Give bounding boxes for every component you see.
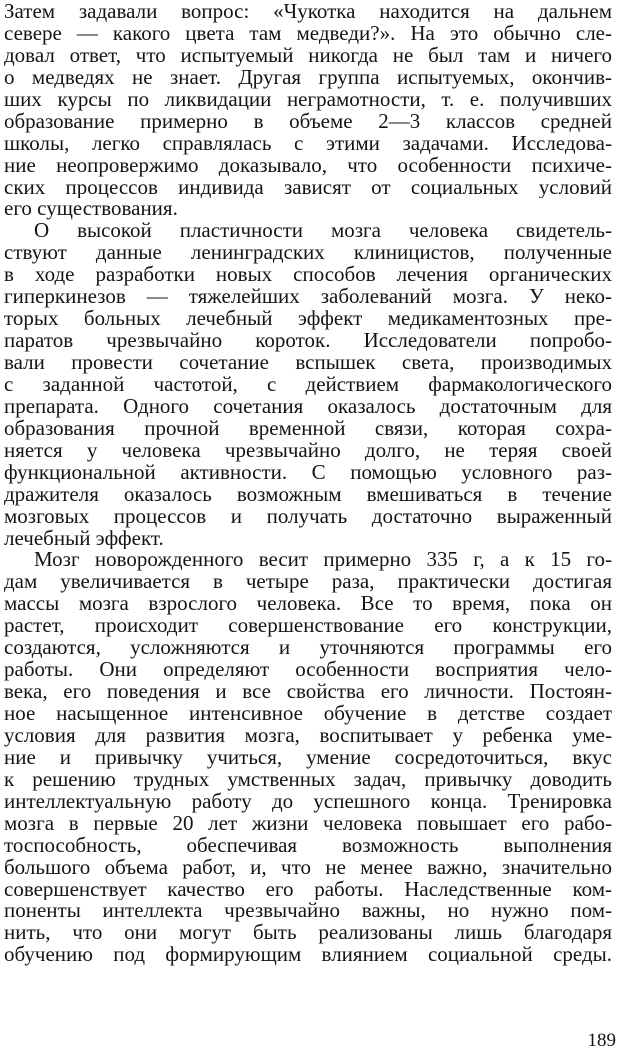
text-line: массы мозга взрослого человека. Все то время, пока он	[4, 593, 612, 616]
text-line: условия для развития мозга, воспитывает у ребенка уме-	[4, 724, 612, 747]
text-line: ние неопровержимо доказывало, что особенности психиче-	[4, 154, 612, 177]
text-line: обучению под формирующим влиянием социальной среды.	[4, 944, 612, 967]
text-line: довал ответ, что испытуемый никогда не был там и ничего	[4, 44, 612, 67]
text-line: О высокой пластичности мозга человека свидетель-	[34, 220, 612, 243]
text-line: поненты интеллекта чрезвычайно важны, но нужно пом-	[4, 900, 612, 923]
text-line: Затем задавали вопрос: «Чукотка находится на дальнем	[4, 1, 612, 23]
text-line: работы. Они определяют особенности восприятия чело-	[4, 659, 612, 682]
text-line: к решению трудных умственных задач, привычку доводить	[4, 768, 612, 791]
text-line: функциональной активности. С помощью условного раз-	[4, 461, 612, 484]
text-line: большого объема работ, и, что не менее важно, значительно	[4, 856, 612, 879]
text-line: мозговых процессов и получать достаточно выраженный	[4, 505, 612, 528]
text-line: гиперкинезов — тяжелейших заболеваний мозга. У неко-	[4, 286, 612, 309]
text-line: паратов чрезвычайно короток. Исследователи попробо-	[4, 330, 612, 352]
text-line: мозга в первые 20 лет жизни человека повышает его рабо-	[4, 812, 612, 835]
text-line: няется у человека чрезвычайно долго, не теряя своей	[4, 439, 612, 462]
text-line: его существования.	[4, 198, 178, 221]
text-line: тоспособность, обеспечивая возможность выполнения	[4, 834, 612, 857]
text-line: ние и привычку учиться, умение сосредоточиться, вкус	[4, 746, 612, 769]
text-line: о медведях не знает. Другая группа испытуемых, окончив-	[4, 66, 612, 89]
text-line: образование примерно в объеме 2—3 классов средней	[4, 110, 612, 133]
text-line: растет, происходит совершенствование его конструкции,	[4, 615, 612, 638]
text-line: создаются, усложняются и уточняются программы его	[4, 637, 612, 660]
page-number: 189	[587, 1030, 616, 1051]
text-line: дражителя оказалось возможным вмешиваться в течение	[4, 483, 612, 506]
text-line: века, его поведения и все свойства его личности. Постоян-	[4, 681, 612, 703]
paragraph-3	[4, 549, 612, 966]
text-line: ствуют данные ленинградских клиницистов, полученные	[4, 242, 612, 265]
text-line: школы, легко справлялась с этими задачами. Исследова-	[4, 132, 612, 155]
paragraph-1	[4, 1, 612, 220]
paragraph-2	[4, 220, 612, 549]
page-body	[4, 1, 612, 966]
text-line: совершенствует качество его работы. Наследственные ком-	[4, 878, 612, 901]
text-line: вали провести сочетание вспышек света, производимых	[4, 352, 612, 374]
text-line: Мозг новорожденного весит примерно 335 г, а к 15 го-	[34, 549, 612, 572]
text-line: с заданной частотой, с действием фармакологического	[4, 373, 612, 396]
text-line: нить, что они могут быть реализованы лишь благодаря	[4, 922, 612, 945]
text-line: препарата. Одного сочетания оказалось достаточным для	[4, 395, 612, 418]
text-line: лечебный эффект.	[4, 527, 164, 550]
text-line: дам увеличивается в четыре раза, практически достигая	[4, 571, 612, 594]
text-line: образования прочной временной связи, которая сохра-	[4, 417, 612, 440]
text-line: ских процессов индивида зависят от социальных условий	[4, 176, 612, 199]
text-line: торых больных лечебный эффект медикаментозных пре-	[4, 308, 612, 331]
text-line: интеллектуальную работу до успешного конца. Тренировка	[4, 790, 612, 813]
text-line: ших курсы по ликвидации неграмотности, т. е. получивших	[4, 88, 612, 111]
text-line: в ходе разработки новых способов лечения органических	[4, 264, 612, 287]
text-line: ное насыщенное интенсивное обучение в детстве создает	[4, 703, 612, 725]
text-line: севере — какого цвета там медведи?». На это обычно сле-	[4, 22, 612, 45]
